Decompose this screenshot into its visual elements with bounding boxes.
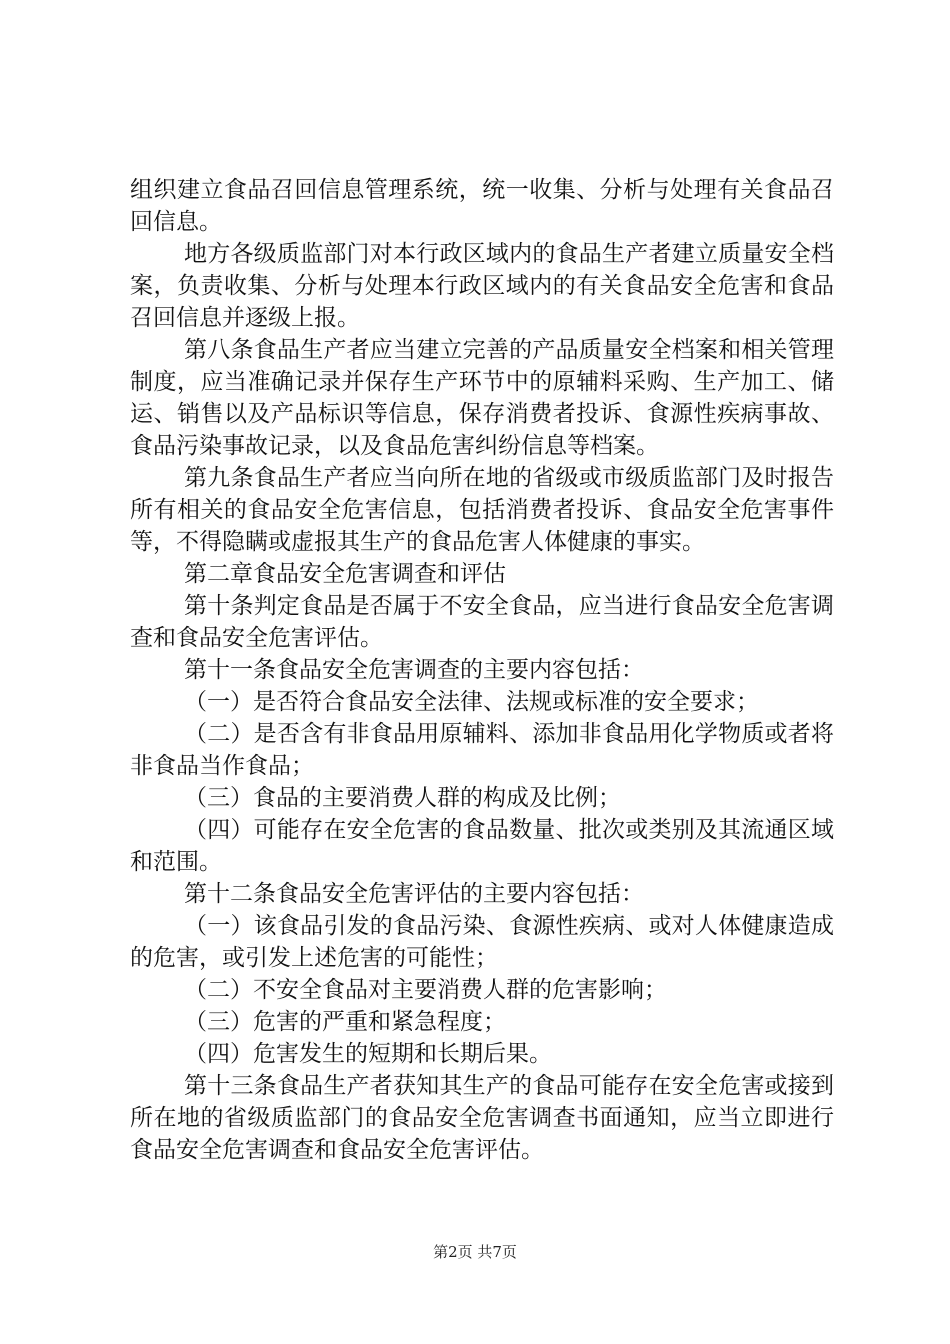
list-item-4: （四）可能存在安全危害的食品数量、批次或类别及其流通区域和范围。 <box>130 817 834 875</box>
document-body <box>130 174 834 1166</box>
list-item-1: （一）是否符合食品安全法律、法规或标准的安全要求； <box>184 689 759 715</box>
paragraph-7: 第十一条食品安全危害调查的主要内容包括： <box>184 657 644 683</box>
paragraph-6: 第十条判定食品是否属于不安全食品，应当进行食品安全危害调查和食品安全危害评估。 <box>130 593 834 651</box>
paragraph-4: 第九条食品生产者应当向所在地的省级或市级质监部门及时报告所有相关的食品安全危害信息，包括消费者投诉、食品安全危害事件等，不得隐瞒或虚报其生产的食品危害人体健康的事实。 <box>130 465 834 555</box>
paragraph-3: 第八条食品生产者应当建立完善的产品质量安全档案和相关管理制度，应当准确记录并保存生产环节中的原辅料采购、生产加工、储运、销售以及产品标识等信息，保存消费者投诉、食源性疾病事故、食品污染事故记录，以及食品危害纠纷信息等档案。 <box>130 337 834 459</box>
list-item-6: （二）不安全食品对主要消费人群的危害影响； <box>184 977 667 1003</box>
page-footer <box>0 1242 950 1262</box>
chapter-heading: 第二章食品安全危害调查和评估 <box>184 561 506 587</box>
list-item-5: （一）该食品引发的食品污染、食源性疾病、或对人体健康造成的危害，或引发上述危害的可能性； <box>130 913 834 971</box>
list-item-3: （三）食品的主要消费人群的构成及比例； <box>184 785 621 811</box>
page-number-label: 第2页 共7页 <box>433 1243 517 1261</box>
list-item-7: （三）危害的严重和紧急程度； <box>184 1009 506 1035</box>
list-item-8: （四）危害发生的短期和长期后果。 <box>184 1041 552 1067</box>
list-item-2: （二）是否含有非食品用原辅料、添加非食品用化学物质或者将非食品当作食品； <box>130 721 834 779</box>
paragraph-17: 第十三条食品生产者获知其生产的食品可能存在安全危害或接到所在地的省级质监部门的食品安全危害调查书面通知，应当立即进行食品安全危害调查和食品安全危害评估。 <box>130 1073 834 1163</box>
paragraph-2: 地方各级质监部门对本行政区域内的食品生产者建立质量安全档案，负责收集、分析与处理本行政区域内的有关食品安全危害和食品召回信息并逐级上报。 <box>130 241 834 331</box>
paragraph-12: 第十二条食品安全危害评估的主要内容包括： <box>184 881 644 907</box>
paragraph-1: 组织建立食品召回信息管理系统，统一收集、分析与处理有关食品召回信息。 <box>130 177 834 235</box>
